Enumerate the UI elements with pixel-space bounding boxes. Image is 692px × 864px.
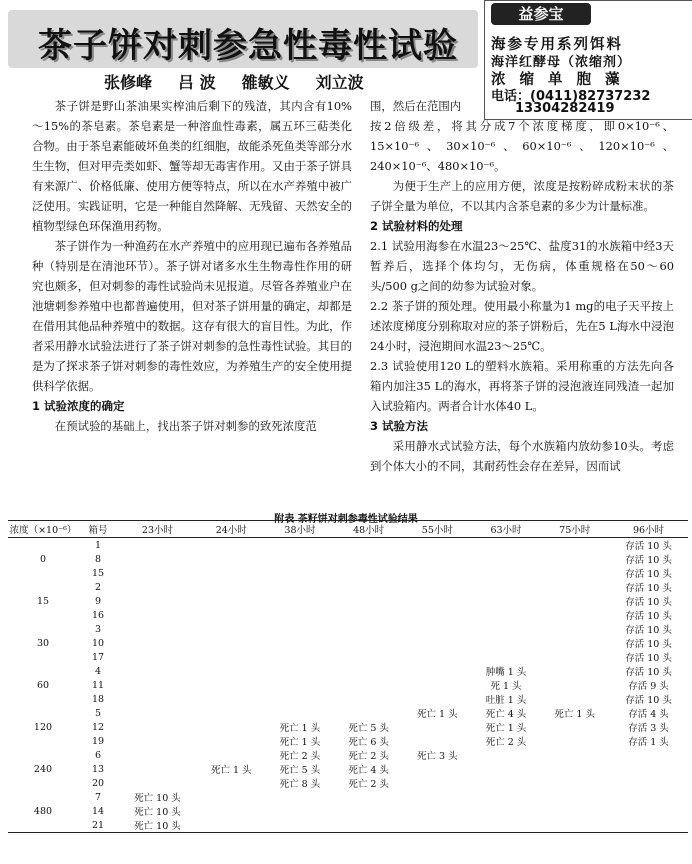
column-header: 55小时 (403, 521, 472, 538)
table-cell (266, 790, 335, 804)
table-cell (266, 538, 335, 553)
table-cell (8, 734, 78, 748)
table-cell (266, 678, 335, 692)
author-name: 张修峰 (104, 73, 153, 92)
table-header-row (8, 521, 688, 538)
table-cell: 0 (39, 553, 47, 565)
table-cell (197, 636, 266, 650)
table-cell (118, 622, 197, 636)
table-row (8, 566, 688, 580)
table-cell (403, 762, 472, 776)
table-row (8, 636, 688, 650)
table-cell: 存活 10 头 (625, 625, 672, 636)
table-cell: 6 (94, 749, 102, 761)
table-cell (197, 818, 266, 833)
paragraph: 为便于生产上的应用方便，浓度是按粉碎成粉末状的茶子饼全量为单位，不以其内含茶皂素的多少为计量标准。 (370, 179, 674, 213)
table-row (8, 706, 688, 720)
table-cell: 5 (94, 707, 102, 719)
table-row (8, 650, 688, 664)
table-cell (472, 538, 541, 553)
table-cell: 1 (94, 539, 102, 551)
ad-line: 海洋红酵母（浓缩剂） (491, 55, 632, 70)
table-cell (197, 664, 266, 678)
table-cell: 吐脏 1 头 (485, 695, 527, 706)
table-cell: 存活 10 头 (625, 695, 672, 706)
table-cell: 死亡 2 头 (279, 751, 321, 762)
table-row (8, 552, 688, 566)
table-cell (540, 748, 609, 762)
paragraph: 2.3 试验使用120 L的塑料水族箱。采用称重的方法先向各箱内加注35 L的海水，再将茶子饼的浸泡液连同残渣一起加入试验箱内。两者合计水体40 L。 (370, 359, 674, 413)
table-cell: 存活 10 头 (625, 597, 672, 608)
ad-line: 海参专用系列饵料 (491, 37, 623, 53)
table-cell (403, 734, 472, 748)
column-header: 箱号 (78, 521, 118, 538)
table-cell (8, 748, 78, 762)
table-cell: 肿嘴 1 头 (485, 667, 527, 678)
table-cell (472, 748, 541, 762)
table-cell (266, 818, 335, 833)
author-list (104, 70, 364, 93)
table-cell (197, 538, 266, 553)
table-cell: 死亡 1 头 (554, 709, 595, 720)
table-cell (118, 720, 197, 734)
table-cell (334, 678, 403, 692)
table-cell: 30 (36, 637, 50, 649)
table-cell: 死亡 6 头 (348, 737, 389, 748)
author-name: 雒敏义 (241, 73, 290, 92)
table-cell (266, 566, 335, 580)
table-cell (403, 692, 472, 706)
table-cell (540, 622, 609, 636)
table-cell: 480 (33, 805, 53, 817)
table-cell: 10 (91, 637, 105, 649)
table-cell: 14 (91, 805, 105, 817)
table-cell: 存活 10 头 (625, 583, 672, 594)
table-cell (197, 594, 266, 608)
table-cell (266, 608, 335, 622)
table-cell (472, 790, 541, 804)
table-cell (197, 692, 266, 706)
table-cell: 存活 10 头 (625, 667, 672, 678)
column-header: 63小时 (472, 521, 541, 538)
article-title-banner (8, 10, 478, 68)
table-cell (403, 678, 472, 692)
table-cell: 13 (91, 763, 105, 775)
ad-mobile: 13304282419 (515, 101, 615, 116)
author-name: 刘立波 (315, 73, 364, 92)
table-cell (197, 790, 266, 804)
table-cell: 死亡 1 头 (279, 723, 321, 734)
table-caption: 附表 茶籽饼对刺参毒性试验结果 (274, 514, 418, 525)
table-cell (266, 552, 335, 566)
table-cell: 存活 10 头 (625, 653, 672, 664)
table-cell (540, 664, 609, 678)
table-cell (266, 594, 335, 608)
table-cell (197, 580, 266, 594)
table-cell: 2 (94, 581, 102, 593)
table-cell (540, 650, 609, 664)
table-cell (334, 650, 403, 664)
table-cell (334, 594, 403, 608)
table-cell (403, 622, 472, 636)
table-cell (609, 748, 688, 762)
table-row (8, 692, 688, 706)
paragraph: 在预试验的基础上，找出茶子饼对刺参的致死浓度范 (54, 419, 317, 433)
table-cell (8, 538, 78, 553)
table-cell: 4 (94, 665, 102, 677)
table-cell (197, 566, 266, 580)
table-cell (334, 818, 403, 833)
table-cell (118, 706, 197, 720)
table-cell (118, 566, 197, 580)
table-cell: 存活 3 头 (628, 723, 669, 734)
table-cell: 存活 1 头 (628, 737, 669, 748)
table-cell (472, 818, 541, 833)
table-cell (266, 622, 335, 636)
table-cell: 存活 10 头 (625, 639, 672, 650)
table-cell (266, 706, 335, 720)
table-cell (118, 636, 197, 650)
table-row (8, 818, 688, 833)
table-cell (540, 608, 609, 622)
table-cell (403, 650, 472, 664)
table-row (8, 720, 688, 734)
table-cell (197, 804, 266, 818)
table-cell: 死亡 2 头 (348, 779, 389, 790)
table-row (8, 622, 688, 636)
table-cell (540, 790, 609, 804)
section-heading: 1 试验浓度的确定 (32, 399, 125, 413)
column-header: 75小时 (540, 521, 609, 538)
table-row (8, 762, 688, 776)
table-cell: 8 (94, 553, 102, 565)
table-cell (197, 720, 266, 734)
table-cell (8, 664, 78, 678)
table-cell: 存活 4 头 (628, 709, 669, 720)
paragraph: 茶子饼作为一种渔药在水产养殖中的应用现已遍布各养殖品种（特别是在清池环节）。茶子饼对诸多水生生物毒性作用的研究也颇多，但对刺参的毒性试验尚未见报道。尽管各养殖业户在池塘刺参养殖中也都普遍使用，但对茶子饼用量的确定，却都是在借用其他品种养殖中的数据。这存有很大的盲目性。为此，作者采用静水试验法进行了茶子饼对刺参的急性毒性试验。其目的是为了探求茶子饼对刺参的毒性效应，为养殖生产的安全使用提供科学依据。 (32, 239, 352, 393)
ad-line: 浓缩单胞藻 (491, 72, 634, 88)
table-cell: 存活 10 头 (625, 541, 672, 552)
table-cell (8, 776, 78, 790)
paragraph: 按2倍级差，将其分成7个浓度梯度，即0×10⁻⁶、15×10⁻⁶、30×10⁻⁶、60×10⁻⁶、120×10⁻⁶、240×10⁻⁶、480×10⁻⁶。 (370, 119, 674, 173)
table-cell (540, 734, 609, 748)
table-cell (8, 608, 78, 622)
table-cell: 死亡 1 头 (417, 709, 458, 720)
table-cell: 死亡 3 头 (417, 751, 458, 762)
table-cell: 死亡 2 头 (348, 751, 389, 762)
table-cell: 死亡 8 头 (279, 779, 321, 790)
table-cell: 19 (91, 735, 105, 747)
table-cell (609, 818, 688, 833)
table-cell (266, 692, 335, 706)
table-cell (334, 790, 403, 804)
table-cell (403, 818, 472, 833)
table-cell (609, 762, 688, 776)
table-cell (118, 538, 197, 553)
table-cell (403, 790, 472, 804)
section-heading: 3 试验方法 (370, 419, 429, 433)
table-cell (266, 650, 335, 664)
table-row (8, 734, 688, 748)
table-cell (472, 622, 541, 636)
table-cell (403, 720, 472, 734)
table-cell (118, 748, 197, 762)
table-cell: 死亡 5 头 (279, 765, 321, 776)
table-cell: 15 (91, 567, 105, 579)
table-cell (334, 692, 403, 706)
table-cell (197, 748, 266, 762)
table-cell (334, 804, 403, 818)
author-name: 吕 波 (178, 73, 216, 92)
table-row (8, 790, 688, 804)
table-cell (540, 636, 609, 650)
paragraph: 2.1 试验用海参在水温23～25℃、盐度31的水族箱中经3天暂养后，选择个体均匀，无伤病，体重规格在50～60头/500 g之间的幼参为试验对象。 (370, 239, 674, 293)
table-cell: 死亡 4 头 (485, 709, 527, 720)
table-cell (472, 594, 541, 608)
table-cell: 存活 10 头 (625, 555, 672, 566)
table-cell (118, 664, 197, 678)
table-cell (118, 678, 197, 692)
table-cell (540, 594, 609, 608)
table-cell (8, 790, 78, 804)
table-cell (540, 692, 609, 706)
table-cell: 死亡 1 头 (210, 765, 252, 776)
column-header: 96小时 (609, 521, 688, 538)
column-header: 48小时 (334, 521, 403, 538)
table-cell (118, 776, 197, 790)
table-row (8, 608, 688, 622)
table-cell (8, 706, 78, 720)
table-cell: 11 (91, 679, 105, 691)
table-cell (403, 552, 472, 566)
column-header: 23小时 (118, 521, 197, 538)
table-cell (118, 580, 197, 594)
table-cell (118, 762, 197, 776)
table-cell (334, 552, 403, 566)
table-cell: 7 (94, 791, 102, 803)
table-cell: 存活 10 头 (625, 611, 672, 622)
left-column (32, 96, 352, 436)
table-cell (197, 650, 266, 664)
table-cell (540, 776, 609, 790)
table-cell (8, 650, 78, 664)
section-heading: 2 试验材料的处理 (370, 219, 463, 233)
table-cell (609, 790, 688, 804)
table-body (8, 538, 688, 833)
table-cell (403, 580, 472, 594)
table-cell (334, 664, 403, 678)
paragraph: 2.2 茶子饼的预处理。使用最小称量为1 mg的电子天平按上述浓度梯度分别称取对应的茶子饼粉后，先在5 L海水中浸泡24小时，浸泡期间水温23～25℃。 (370, 299, 674, 353)
table-cell (197, 608, 266, 622)
table-cell: 死 1 头 (490, 681, 522, 692)
table-cell (540, 566, 609, 580)
table-cell: 9 (94, 595, 102, 607)
table-cell (540, 818, 609, 833)
table-row (8, 748, 688, 762)
table-cell: 死亡 10 头 (134, 793, 181, 804)
table-cell (609, 776, 688, 790)
table-cell (118, 594, 197, 608)
table-cell (472, 804, 541, 818)
table-row (8, 594, 688, 608)
table-cell (403, 538, 472, 553)
table-cell (472, 608, 541, 622)
paragraph: 围，然后在范围内 (370, 99, 462, 113)
results-table-container (8, 520, 688, 833)
column-header: 24小时 (197, 521, 266, 538)
table-cell (334, 622, 403, 636)
table-cell: 死亡 10 头 (118, 818, 197, 833)
table-cell (8, 566, 78, 580)
table-cell (540, 720, 609, 734)
table-cell: 15 (36, 595, 50, 607)
right-column (370, 96, 674, 476)
table-row (8, 804, 688, 818)
table-cell (403, 664, 472, 678)
table-cell (334, 580, 403, 594)
table-cell (197, 776, 266, 790)
ad-phone: 电话：(0411)82737232 (491, 89, 651, 104)
column-header: 38小时 (266, 521, 335, 538)
table-cell (472, 580, 541, 594)
table-cell (266, 804, 335, 818)
table-cell (540, 552, 609, 566)
article-title: 茶子饼对刺参急性毒性试验 (38, 26, 458, 66)
table-cell (334, 608, 403, 622)
table-cell (197, 678, 266, 692)
table-cell (118, 650, 197, 664)
table-cell: 死亡 1 头 (279, 737, 321, 748)
table-cell: 20 (91, 777, 105, 789)
table-cell: 存活 10 头 (625, 569, 672, 580)
table-cell (540, 762, 609, 776)
table-row (8, 678, 688, 692)
table-cell: 死亡 1 头 (485, 723, 527, 734)
table-cell (118, 692, 197, 706)
table-cell: 16 (91, 609, 105, 621)
table-cell: 240 (33, 763, 53, 775)
table-cell (403, 804, 472, 818)
table-cell: 死亡 5 头 (348, 723, 389, 734)
table-cell (472, 762, 541, 776)
table-cell (540, 804, 609, 818)
table-cell (472, 636, 541, 650)
table-cell (197, 552, 266, 566)
table-cell: 存活 9 头 (628, 681, 669, 692)
table-cell (8, 622, 78, 636)
column-header: 浓度（×10⁻⁶） (8, 521, 78, 538)
ad-brand-logo: 益参宝 (491, 3, 591, 25)
table-cell (609, 804, 688, 818)
table-row (8, 776, 688, 790)
table-cell (8, 818, 78, 833)
table-cell (8, 580, 78, 594)
table-cell: 死亡 4 头 (348, 765, 389, 776)
table-cell (472, 566, 541, 580)
table-cell (540, 580, 609, 594)
table-cell (266, 636, 335, 650)
table-cell: 3 (94, 623, 102, 635)
toxicity-results-table (8, 520, 688, 833)
table-cell (197, 706, 266, 720)
table-cell (334, 538, 403, 553)
table-cell (403, 608, 472, 622)
table-cell (266, 664, 335, 678)
table-cell (197, 734, 266, 748)
paragraph: 采用静水式试验方法，每个水族箱内放幼参10头。考虑到个体大小的不同，其耐药性会存在差异，因而试 (370, 439, 674, 473)
table-row (8, 664, 688, 678)
table-cell: 死亡 2 头 (485, 737, 527, 748)
table-cell: 12 (91, 721, 105, 733)
table-cell (472, 776, 541, 790)
table-cell: 21 (78, 818, 118, 833)
table-cell (403, 776, 472, 790)
table-cell (8, 692, 78, 706)
table-cell: 18 (91, 693, 105, 705)
paragraph: 茶子饼是野山茶油果实榨油后剩下的残渣，其内含有10%～15%的茶皂素。茶皂素是一种溶血性毒素，属五环三萜类化合物。由于茶皂素能破坏鱼类的红细胞，故能杀死鱼类等部分水生生物，但对甲壳类如虾、蟹等却无毒害作用。又由于茶子饼具有来源广、价格低廉、使用方便等特点，所以在水产养殖中被广泛使用。实践证明，它是一种能自然降解、无残留、天然安全的植物型绿色环保渔用药物。 (32, 99, 352, 233)
table-cell: 17 (91, 651, 105, 663)
table-cell (472, 552, 541, 566)
table-row (8, 580, 688, 594)
table-cell: 60 (36, 679, 50, 691)
table-cell (540, 538, 609, 553)
table-cell (118, 552, 197, 566)
table-cell: 死亡 10 头 (134, 807, 181, 818)
table-cell (403, 594, 472, 608)
table-cell (403, 636, 472, 650)
table-cell (334, 636, 403, 650)
table-cell (266, 580, 335, 594)
table-cell (334, 566, 403, 580)
table-row (8, 538, 688, 553)
table-cell (197, 622, 266, 636)
table-cell (472, 650, 541, 664)
table-cell (540, 678, 609, 692)
table-cell: 120 (33, 721, 53, 733)
table-cell (118, 608, 197, 622)
table-cell (118, 734, 197, 748)
table-cell (334, 706, 403, 720)
table-cell (403, 566, 472, 580)
